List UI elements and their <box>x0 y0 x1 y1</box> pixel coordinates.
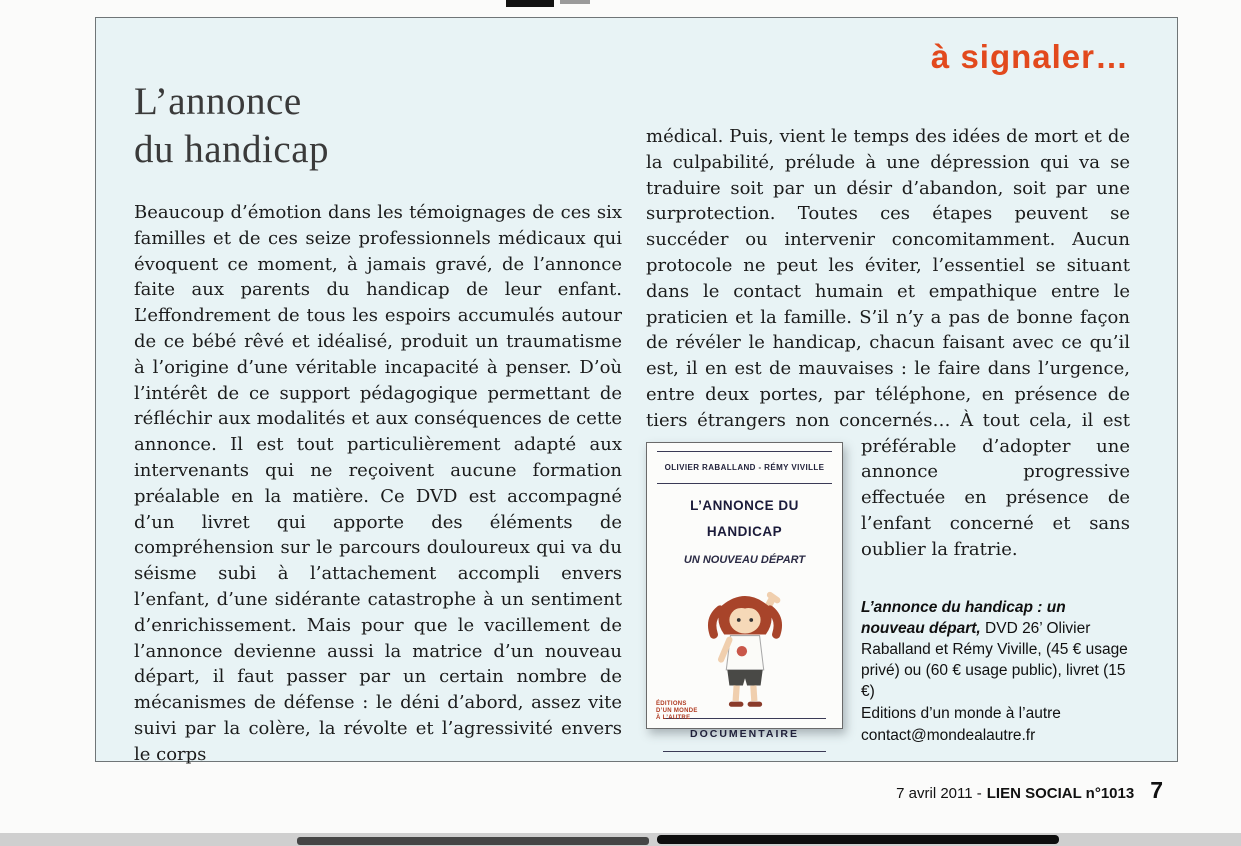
dvd-cover <box>646 442 843 740</box>
contact-email: contact@mondealautre.fr <box>861 726 1036 744</box>
dvd-subtitle: UN NOUVEAU DÉPART <box>683 553 806 566</box>
dvd-cover-inner <box>647 443 842 740</box>
dvd-authors: OLIVIER RABALLAND - RÉMY VIVILLE <box>657 451 832 485</box>
scan-artifact-top-2 <box>560 0 590 4</box>
caption-details: DVD 26’ Olivier Raballand et Rémy Viville, (45 € usage privé) ou (60 € usage public), livret (15 €) <box>861 619 1128 700</box>
scan-artifact-bottom-1 <box>297 837 649 845</box>
scan-artifact-top <box>506 0 554 7</box>
caption-title: L’annonce du handicap : un nouveau départ, <box>861 598 1066 637</box>
article-title-line2: du handicap <box>134 128 330 171</box>
page-number: 7 <box>1150 777 1163 803</box>
magazine-page <box>95 17 1178 765</box>
left-column-text: Beaucoup d’émotion dans les témoignages de ces six familles et de ces seize professionnels médicaux qui évoquent ce moment, à jamais gravé, de l’annonce faite aux parents du handicap de leur enfant. L’effondrement de tous les espoirs accumulés autour de ce bébé rêvé et idéalisé, produit un traumatisme à l’origine d’une véritable incapacité à penser. D’où l’intérêt de ce support pédagogique permettant de réfléchir aux modalités et aux conséquences de cette annonce. Il est tout particulièrement adapté aux intervenants qui ne reçoivent aucune formation préalable en la matière. Ce DVD est accompagné d’un livret qui apporte des éléments de compréhension sur le parcours douloureux qui va du séisme subi à l’attachement accompli envers l’enfant, d’une sidérante catastrophe à un sentiment d’enrichissement. Mais pour que le vacillement de l’annonce devienne aussi la matrice d’un nouveau départ, il faut passer par un certain nombre de mécanismes de défense : le déni d’abord, assez vite suivi par la colère, la révolte et l’agressivité envers le corps <box>134 202 622 765</box>
dvd-genre: DOCUMENTAIRE <box>663 718 826 752</box>
dvd-publisher-logo <box>656 701 698 722</box>
footer-date: 7 avril 2011 - <box>896 785 982 802</box>
girl-drawing-icon <box>693 584 797 710</box>
dvd-publisher-line2: D’UN MONDE <box>656 707 698 714</box>
caption-publisher: Editions d’un monde à l’autre <box>861 704 1061 722</box>
dvd-title: L’ANNONCE DU HANDICAP <box>690 498 799 540</box>
right-text-before: médical. Puis, vient le temps des idées de mort et de la culpabilité, prélude à une dépression qui va se traduire soit par un désir d’abandon, soit par une surprotection. Toutes ces étapes peuvent se succéder ou intervenir concomitamment. Aucun protocole ne peut les éviter, l’essentiel se situant dans le contact humain et empathique entre le praticien et la famille. S’il n’y a pas de bonne façon de révéler le handicap, chacun faisant avec ce qu’il est, il en est de mauvaises : le faire dans l’urgence, entre deux portes, par téléphone, en présence de tiers étrangers non concernés… À tout <box>646 126 1130 431</box>
left-column <box>134 200 622 768</box>
footer-issue: LIEN SOCIAL n°1013 <box>986 785 1135 802</box>
right-text-after: cela, il est préférable d’adopter une annonce progressive effectuée en présence de l’enfant concerné et sans oublier la fratrie. <box>861 409 1130 560</box>
dvd-illustration-girl <box>657 578 832 716</box>
right-column <box>646 124 1130 746</box>
dvd-publisher-line3: À L’AUTRE <box>656 714 691 721</box>
scan-artifact-bottom-2 <box>657 835 1059 844</box>
section-flag: à signaler… <box>930 38 1129 75</box>
article-title-line1: L’annonce <box>134 80 302 123</box>
article-title <box>134 78 329 174</box>
dvd-publisher-line1: ÉDITIONS <box>656 700 687 707</box>
page-footer <box>896 777 1163 804</box>
